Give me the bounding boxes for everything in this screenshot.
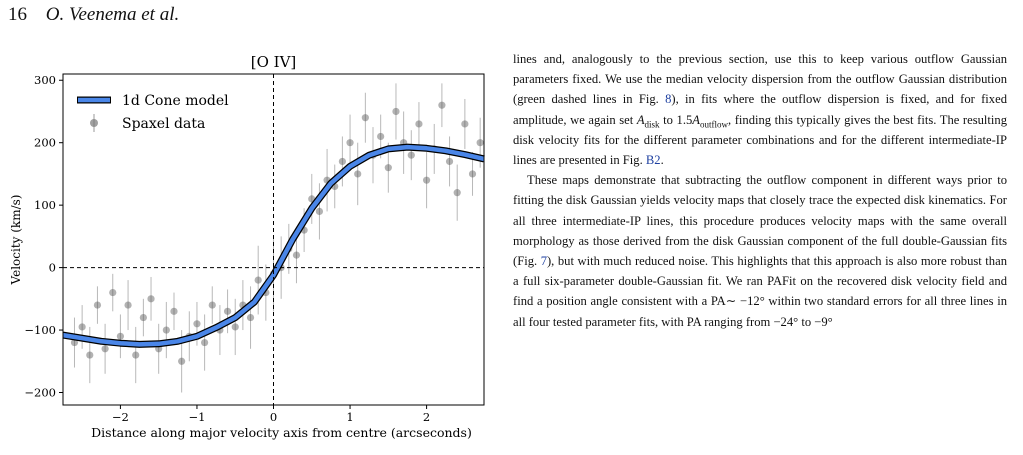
running-authors: O. Veenema et al.: [45, 4, 180, 25]
legend-point-swatch: [90, 119, 98, 127]
spaxel-point: [385, 164, 392, 171]
y-tick-label: 0: [48, 260, 56, 275]
fig-ref-7[interactable]: 7: [540, 254, 547, 269]
paragraph-2: These maps demonstrate that subtracting the outflow component in different ways prior to fitting the disk Gaussian yields velocity maps that closely trace the expected disk kinematics. For all three intermediate-IP lines, this procedure produces velocity maps with the same overall morphology as those derived from the disk Gaussian component of the full double-Gaussian fits (Fig. 7), but with much reduced noise. This highlights that this approach is also more robust than a full six-parameter double-Gaussian fit. We ran PAFit on the recovered disk velocity field and find a position angle consistent with a PA∼ −12° within two standard errors for all three lines in all four tested parameter fits, with PA ranging from −24° to −9°: [513, 173, 1007, 329]
y-tick-label: 100: [34, 198, 56, 213]
spaxel-point: [170, 308, 177, 315]
spaxel-point: [109, 289, 116, 296]
fig-ref-b2[interactable]: B2: [645, 153, 661, 168]
spaxel-point: [86, 351, 93, 358]
spaxel-point: [392, 108, 399, 115]
spaxel-point: [132, 351, 139, 358]
fig-ref-8[interactable]: 8: [665, 92, 672, 107]
x-axis-label: Distance along major velocity axis from centre (arcseconds): [91, 425, 472, 440]
spaxel-point: [163, 326, 170, 333]
spaxel-point: [469, 170, 476, 177]
spaxel-point: [147, 295, 154, 302]
legend: [68, 85, 250, 137]
spaxel-point: [477, 139, 484, 146]
spaxel-point: [346, 139, 353, 146]
spaxel-point: [461, 120, 468, 127]
spaxel-point: [423, 177, 430, 184]
legend-label-data: Spaxel data: [122, 116, 206, 132]
spaxel-point: [124, 301, 131, 308]
spaxel-point: [209, 301, 216, 308]
spaxel-point: [224, 308, 231, 315]
y-tick-label: −100: [24, 323, 56, 338]
spaxel-point: [446, 158, 453, 165]
x-tick-label: −1: [188, 410, 206, 424]
spaxel-point: [339, 158, 346, 165]
page-number: 16: [8, 4, 27, 25]
spaxel-point: [193, 320, 200, 327]
x-ticks: [112, 405, 430, 424]
figure-velocity-plot: [0, 44, 505, 444]
spaxel-point: [316, 208, 323, 215]
spaxel-point: [438, 102, 445, 109]
spaxel-points: [71, 102, 484, 365]
spaxel-point: [454, 189, 461, 196]
spaxel-point: [178, 358, 185, 365]
y-tick-label: −200: [24, 385, 56, 400]
spaxel-point: [79, 323, 86, 330]
paragraph-1: lines and, analogously to the previous section, use this to keep various outflow Gaussian parameters fixed. We use the median velocity dispersion from the outflow Gaussian distribution (green dashed lines in Fig. 8), in fits where the outflow dispersion is fixed, and for fixed amplitude, we again set $A_{disk}$ to $1.5A_{outflow}$, finding this typically gives the best fits. The resulting disk velocity fits for the different parameter combinations and for the different intermediate-IP lines are presented in Fig. B2.: [513, 52, 1007, 168]
spaxel-point: [102, 345, 109, 352]
x-tick-label: 0: [269, 410, 278, 424]
spaxel-point: [377, 133, 384, 140]
spaxel-point: [354, 170, 361, 177]
spaxel-point: [201, 339, 208, 346]
spaxel-point: [362, 114, 369, 121]
x-tick-label: −2: [111, 410, 129, 424]
y-ticks: [24, 73, 63, 399]
spaxel-point: [94, 301, 101, 308]
legend-label-model: 1d Cone model: [122, 93, 229, 109]
spaxel-point: [293, 252, 300, 259]
spaxel-point: [408, 152, 415, 159]
page-header: [8, 4, 179, 26]
x-tick-label: 1: [346, 410, 354, 424]
spaxel-point: [255, 276, 262, 283]
y-tick-label: 200: [34, 135, 56, 150]
body-text: [513, 49, 1007, 332]
x-tick-label: 2: [422, 410, 431, 424]
spaxel-point: [232, 323, 239, 330]
spaxel-point: [117, 333, 124, 340]
spaxel-point: [415, 120, 422, 127]
y-axis-label: Velocity (km/s): [9, 194, 23, 285]
y-tick-label: 300: [34, 73, 56, 88]
spaxel-point: [247, 314, 254, 321]
spaxel-point: [140, 314, 147, 321]
plot-title: [O IV]: [250, 53, 297, 71]
